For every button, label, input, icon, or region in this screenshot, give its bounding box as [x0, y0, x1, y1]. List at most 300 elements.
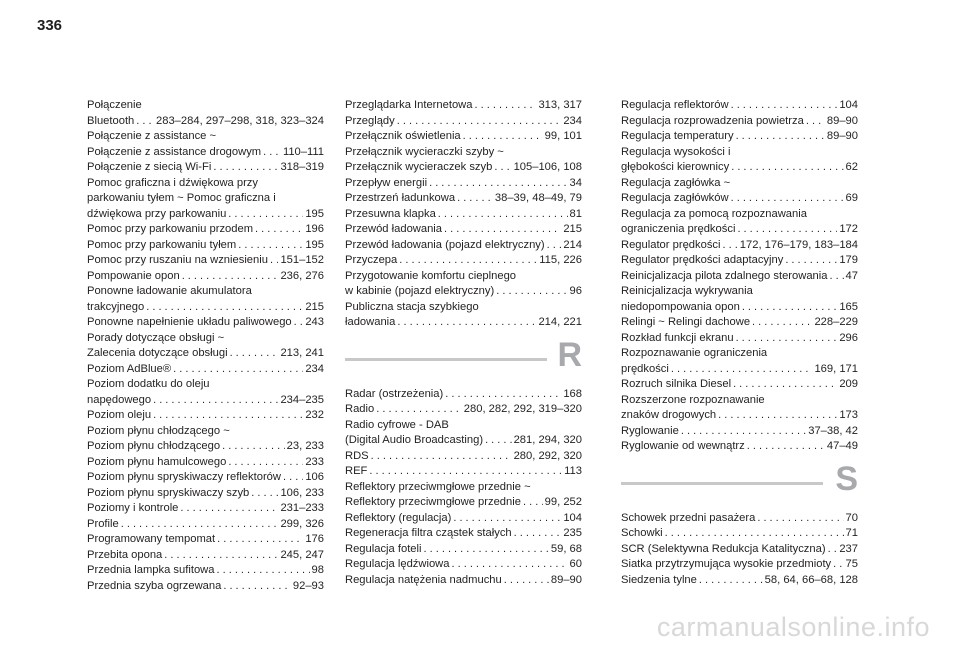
index-entry	[345, 464, 582, 480]
index-entry-pages: 280, 282, 292, 319–320	[463, 403, 582, 416]
dot-leader	[180, 501, 278, 517]
index-entry	[621, 557, 858, 573]
dot-leader	[737, 222, 837, 238]
index-entry-term: niedopompowania opon	[621, 300, 740, 313]
index-entry-pages: 179	[839, 254, 858, 267]
dot-leader	[752, 315, 812, 331]
index-entry-pages: 105–106, 108	[513, 161, 582, 174]
index-entry	[87, 346, 324, 362]
index-entry-pages: 23, 233	[286, 440, 324, 453]
dot-leader	[547, 238, 562, 254]
index-entry	[621, 114, 858, 130]
section-header	[621, 455, 858, 511]
index-entry-pages: 165	[839, 300, 858, 313]
index-entry-pages: 89–90	[826, 130, 858, 143]
index-entry	[621, 424, 858, 440]
index-entry-pages: 196	[305, 223, 324, 236]
dot-leader	[173, 362, 303, 378]
index-entry-term: Ryglowanie od wewnątrz	[621, 440, 745, 453]
index-entry-term: SCR (Selektywna Redukcja Katalityczna)	[621, 542, 826, 555]
index-entry-pages: 243	[305, 316, 324, 329]
index-entry	[87, 207, 324, 223]
index-entry	[345, 573, 582, 589]
index-entry-term: Przewód ładowania	[345, 223, 443, 236]
dot-leader	[223, 579, 291, 595]
index-entry-pages: 113	[564, 465, 582, 478]
index-entry	[621, 300, 858, 316]
dot-leader	[829, 269, 843, 285]
index-entry-pages: 233	[305, 455, 324, 468]
index-entry-pages: 234	[563, 114, 582, 127]
index-entry-term: Przełącznik oświetlenia	[345, 130, 461, 143]
index-entry	[621, 269, 858, 285]
dot-leader	[665, 526, 844, 542]
index-entry-line: Przygotowanie komfortu cieplnego	[345, 269, 517, 282]
dot-leader	[283, 470, 303, 486]
index-entry	[621, 331, 858, 347]
index-entry-term: Regulator prędkości adaptacyjny	[621, 254, 784, 267]
dot-leader	[718, 408, 837, 424]
index-entry-pages: 237	[839, 542, 858, 555]
index-entry	[621, 98, 858, 114]
index-entry-pages: 232	[305, 409, 324, 422]
index-entry-pages: 106, 233	[280, 486, 324, 499]
index-entry-pages: 69	[845, 192, 858, 205]
section-letter: S	[835, 459, 858, 498]
index-entry-pages: 59, 68	[550, 542, 582, 555]
index-entry	[87, 315, 324, 331]
dot-leader	[216, 563, 309, 579]
index-entry-pages: 215	[305, 300, 324, 313]
index-entry-pages: 89–90	[550, 573, 582, 586]
index-entry	[345, 253, 582, 269]
index-entry-term: Połączenie z assistance drogowym	[87, 145, 262, 158]
index-entry-term: Przełącznik wycieraczek szyb	[345, 161, 493, 174]
index-entry-pages: 172, 176–179, 183–184	[739, 238, 858, 251]
index-entry	[345, 402, 582, 418]
index-column-middle	[345, 98, 582, 588]
index-entry	[345, 160, 582, 176]
index-entry	[345, 542, 582, 558]
index-entry-pages: 169, 171	[814, 362, 858, 375]
dot-leader	[733, 377, 837, 393]
dot-leader	[747, 439, 825, 455]
dot-leader	[424, 542, 549, 558]
index-entry-pages: 283–284, 297–298, 318, 323–324	[156, 114, 324, 127]
index-entry-term: RDS	[345, 449, 369, 462]
dot-leader	[736, 331, 838, 347]
dot-leader	[504, 573, 549, 589]
index-entry-term: Przednia lampka sufitowa	[87, 564, 215, 577]
index-entry-pages: 231–233	[280, 502, 324, 515]
index-entry-line: Rozszerzone rozpoznawanie	[621, 393, 765, 406]
index-entry-pages: 38–39, 48–49, 79	[494, 192, 582, 205]
dot-leader	[136, 114, 154, 130]
index-entry-term: Przednia szyba ogrzewana	[87, 579, 222, 592]
index-entry-pages: 99, 252	[544, 496, 582, 509]
index-entry-line: Rozpoznawanie ograniczenia	[621, 347, 768, 360]
index-entry-term: Regulacja rozprowadzenia powietrza	[621, 114, 804, 127]
index-entry-line: Połączenie	[87, 99, 142, 111]
index-entry-term: Siedzenia tylne	[621, 573, 697, 586]
dot-leader	[153, 408, 303, 424]
index-entry-term: Regulacja lędźwiowa	[345, 558, 450, 571]
index-entry	[621, 315, 858, 331]
index-entry-term: Rozkład funkcji ekranu	[621, 331, 734, 344]
index-entry	[621, 526, 858, 542]
index-entry-pages: 228–229	[814, 316, 858, 329]
dot-leader	[742, 300, 838, 316]
index-entry-term: Przebita opona	[87, 548, 163, 561]
index-entry-term: Regulacja foteli	[345, 542, 422, 555]
dot-leader	[182, 269, 279, 285]
dot-leader	[496, 284, 567, 300]
index-entry	[345, 284, 582, 300]
dot-leader	[153, 393, 278, 409]
dot-leader	[445, 387, 561, 403]
section-divider	[621, 482, 823, 485]
index-entry	[345, 129, 582, 145]
index-entry-line: Regulacja zagłówka ~	[621, 176, 731, 189]
index-entry	[345, 191, 582, 207]
index-entry-line: Regulacja za pomocą rozpoznawania	[621, 207, 807, 220]
index-entry-pages: 47–49	[826, 440, 858, 453]
index-entry-term: Reflektory przeciwmgłowe przednie	[345, 496, 521, 509]
index-entry-term: Połączenie z siecią Wi-Fi	[87, 161, 212, 174]
index-entry-term: Bluetooth	[87, 114, 135, 127]
index-entry	[345, 526, 582, 542]
index-entry-term: napędowego	[87, 393, 152, 406]
dot-leader	[457, 191, 493, 207]
index-entry-term: Poziom AdBlue®	[87, 362, 172, 375]
index-entry-pages: 104	[563, 511, 582, 524]
index-entry-pages: 110–111	[282, 145, 324, 158]
index-entry	[345, 207, 582, 223]
dot-leader	[463, 129, 543, 145]
dot-leader	[444, 222, 561, 238]
index-entry-term: Zalecenia dotyczące obsługi	[87, 347, 228, 360]
index-entry-term: Schowki	[621, 527, 663, 540]
dot-leader	[806, 114, 825, 130]
index-entry	[621, 253, 858, 269]
dot-leader	[369, 464, 562, 480]
index-entry-pages: 75	[845, 558, 858, 571]
watermark-text: carmanualsonline.info	[656, 612, 930, 642]
index-entry-term: Radio	[345, 403, 375, 416]
dot-leader	[453, 511, 561, 527]
dot-leader	[723, 238, 738, 254]
index-entry	[621, 408, 858, 424]
index-entry-pages: 280, 292, 320	[513, 449, 582, 462]
index-entry-pages: 115, 226	[539, 254, 582, 267]
dot-leader	[397, 315, 536, 331]
index-entry-pages: 81	[569, 207, 582, 220]
index-entry-line: Publiczna stacja szybkiego	[345, 300, 479, 313]
index-entry	[621, 573, 858, 589]
index-column-right	[621, 98, 858, 588]
dot-leader	[828, 542, 838, 558]
index-entry-line: Przełącznik wycieraczki szyby ~	[345, 145, 504, 158]
index-entry-pages: 151–152	[280, 254, 324, 267]
index-entry-pages: 176	[305, 533, 324, 546]
dot-leader	[121, 517, 279, 533]
index-entry	[87, 114, 324, 130]
dot-leader	[514, 526, 562, 542]
index-entry-pages: 70	[845, 511, 858, 524]
index-entry	[87, 486, 324, 502]
dot-leader	[438, 207, 568, 223]
dot-leader	[833, 557, 843, 573]
index-entry-term: Radar (ostrzeżenia)	[345, 387, 444, 400]
dot-leader	[451, 557, 567, 573]
index-entry-term: Przesuwna klapka	[345, 207, 436, 220]
index-entry-pages: 213, 241	[280, 347, 324, 360]
index-entry-term: ładowania	[345, 316, 396, 329]
index-entry-pages: 47	[845, 269, 858, 282]
dot-leader	[371, 449, 512, 465]
index-entry-term: Regulacja natężenia nadmuchu	[345, 573, 502, 586]
dot-leader	[294, 315, 304, 331]
index-entry-term: Rozruch silnika Diesel	[621, 378, 732, 391]
index-entry-pages: 106	[305, 471, 324, 484]
index-entry	[345, 557, 582, 573]
index-entry-pages: 58, 64, 66–68, 128	[764, 573, 858, 586]
index-entry-term: Przewód ładowania (pojazd elektryczny)	[345, 238, 545, 251]
dot-leader	[681, 424, 806, 440]
dot-leader	[255, 222, 303, 238]
index-entry-pages: 313, 317	[538, 99, 582, 111]
index-entry	[345, 98, 582, 114]
index-entry-term: Przestrzeń ładunkowa	[345, 192, 456, 205]
dot-leader	[238, 238, 303, 254]
index-entry	[621, 129, 858, 145]
index-entry-line: Regulacja wysokości i	[621, 145, 731, 158]
index-entry-term: Pomoc przy parkowaniu tyłem	[87, 238, 237, 251]
dot-leader	[213, 160, 278, 176]
index-entry-term: Reflektory (regulacja)	[345, 511, 452, 524]
dot-leader	[397, 114, 562, 130]
index-entry-line: Poziom płynu chłodzącego ~	[87, 424, 230, 437]
index-entry	[621, 377, 858, 393]
dot-leader	[376, 402, 462, 418]
index-entry	[87, 362, 324, 378]
index-entry-term: Poziom płynu spryskiwaczy reflektorów	[87, 471, 281, 484]
index-entry-term: Ryglowanie	[621, 424, 679, 437]
index-entry	[87, 532, 324, 548]
index-entry	[345, 114, 582, 130]
index-entry-pages: 89–90	[826, 114, 858, 127]
index-entry-pages: 195	[305, 238, 324, 251]
index-entry	[87, 393, 324, 409]
index-entry-pages: 168	[563, 387, 582, 400]
index-entry-term: Relingi ~ Relingi dachowe	[621, 316, 751, 329]
dot-leader	[699, 573, 763, 589]
index-entry-term: Regulator prędkości	[621, 238, 721, 251]
index-entry-pages: 234–235	[280, 393, 324, 406]
index-entry-term: Siatka przytrzymująca wysokie przedmioty	[621, 558, 832, 571]
index-entry-term: Profile	[87, 517, 119, 530]
index-entry-term: Przeglądy	[345, 114, 395, 127]
dot-leader	[222, 439, 285, 455]
dot-leader	[757, 511, 843, 527]
index-entry-term: Schowek przedni pasażera	[621, 511, 756, 524]
index-entry	[87, 160, 324, 176]
dot-leader	[785, 253, 837, 269]
index-entry	[87, 517, 324, 533]
index-entry-pages: 214, 221	[538, 316, 582, 329]
index-entry	[87, 439, 324, 455]
index-entry-line: Porady dotyczące obsługi ~	[87, 331, 225, 344]
dot-leader	[429, 176, 567, 192]
index-entry-pages: 96	[569, 285, 582, 298]
index-entry	[87, 548, 324, 564]
index-entry-term: Reinicjalizacja pilota zdalnego sterowania	[621, 269, 828, 282]
index-entry-term: Poziom płynu spryskiwaczy szyb	[87, 486, 250, 499]
dot-leader	[164, 548, 278, 564]
index-entry	[621, 439, 858, 455]
index-entry-pages: 71	[845, 527, 858, 540]
index-entry	[621, 542, 858, 558]
dot-leader	[263, 145, 281, 161]
index-entry	[87, 408, 324, 424]
dot-leader	[671, 362, 813, 378]
index-entry-pages: 99, 101	[544, 130, 582, 143]
index-entry-term: Regulacja zagłówków	[621, 192, 729, 205]
index-entry-term: Programowany tempomat	[87, 533, 216, 546]
index-entry	[621, 222, 858, 238]
index-entry-pages: 209	[839, 378, 858, 391]
index-entry-pages: 195	[305, 207, 324, 220]
index-entry-pages: 92–93	[292, 579, 324, 592]
index-entry-term: Regulacja reflektorów	[621, 99, 729, 111]
index-entry-term: dźwiękowa przy parkowaniu	[87, 207, 227, 220]
index-entry-pages: 318–319	[280, 161, 324, 174]
index-entry-term: Pompowanie opon	[87, 269, 180, 282]
index-entry	[87, 470, 324, 486]
index-entry	[621, 238, 858, 254]
index-entry-term: Regeneracja filtra cząstek stałych	[345, 527, 512, 540]
index-entry-line: Połączenie z assistance ~	[87, 130, 217, 143]
dot-leader	[228, 207, 303, 223]
index-entry-pages: 215	[563, 223, 582, 236]
index-entry	[87, 145, 324, 161]
index-entry-pages: 172	[839, 223, 858, 236]
index-entry	[87, 501, 324, 517]
index-entry-term: Poziomy i kontrole	[87, 502, 179, 515]
index-entry-term: REF	[345, 465, 368, 478]
index-entry-line: Radio cyfrowe - DAB	[345, 418, 449, 431]
index-entry	[345, 495, 582, 511]
page-number: 336	[37, 17, 63, 34]
index-entry-term: ograniczenia prędkości	[621, 223, 736, 236]
index-entry	[345, 433, 582, 449]
index-entry	[87, 579, 324, 595]
index-entry-pages: 299, 326	[280, 517, 324, 530]
section-header	[345, 331, 582, 387]
index-entry	[345, 511, 582, 527]
index-entry-term: Poziom płynu hamulcowego	[87, 455, 227, 468]
index-entry	[87, 253, 324, 269]
index-entry-pages: 236, 276	[280, 269, 324, 282]
index-entry-term: Przyczepa	[345, 254, 398, 267]
dot-leader	[485, 433, 512, 449]
index-entry-pages: 62	[845, 161, 858, 174]
index-entry	[87, 222, 324, 238]
dot-leader	[146, 300, 303, 316]
index-entry-pages: 37–38, 42	[808, 424, 858, 437]
index-entry	[621, 362, 858, 378]
index-entry	[87, 455, 324, 471]
dot-leader	[230, 346, 279, 362]
index-entry	[621, 160, 858, 176]
index-entry-term: Poziom oleju	[87, 409, 152, 422]
index-entry	[621, 511, 858, 527]
index-entry-pages: 281, 294, 320	[513, 434, 582, 447]
index-entry-pages: 98	[311, 564, 324, 577]
index-entry-line: Ponowne ładowanie akumulatora	[87, 285, 252, 298]
index-entry	[345, 176, 582, 192]
index-entry-line: Reinicjalizacja wykrywania	[621, 285, 753, 298]
index-entry-term: (Digital Audio Broadcasting)	[345, 434, 484, 447]
index-entry-term: Ponowne napełnienie układu paliwowego	[87, 316, 292, 329]
dot-leader	[251, 486, 278, 502]
index-entry-term: prędkości	[621, 362, 669, 375]
index-entry-line: Reflektory przeciwmgłowe przednie ~	[345, 480, 531, 493]
dot-leader	[731, 98, 838, 114]
dot-leader	[736, 129, 825, 145]
index-entry-line: Poziom dodatku do oleju	[87, 378, 210, 391]
dot-leader	[399, 253, 537, 269]
index-entry-line: Pomoc graficzna i dźwiękowa przy	[87, 176, 258, 189]
index-entry-term: w kabinie (pojazd elektryczny)	[345, 285, 495, 298]
index-entry-term: trakcyjnego	[87, 300, 145, 313]
index-entry-term: znaków drogowych	[621, 409, 717, 422]
index-entry-term: Przeglądarka Internetowa	[345, 99, 473, 111]
index-entry-pages: 104	[839, 99, 858, 111]
dot-leader	[731, 191, 844, 207]
dot-leader	[523, 495, 543, 511]
index-entry-term: Poziom płynu chłodzącego	[87, 440, 221, 453]
index-entry-term: Przepływ energii	[345, 176, 428, 189]
index-entry-pages: 173	[839, 409, 858, 422]
index-entry	[621, 191, 858, 207]
index-entry	[345, 222, 582, 238]
dot-leader	[731, 160, 843, 176]
dot-leader	[228, 455, 303, 471]
section-divider	[345, 358, 547, 361]
section-letter: R	[557, 335, 582, 374]
index-entry	[87, 269, 324, 285]
index-entry-term: Regulacja temperatury	[621, 130, 734, 143]
index-entry-pages: 34	[569, 176, 582, 189]
index-entry	[345, 387, 582, 403]
index-entry-pages: 60	[569, 558, 582, 571]
index-entry-pages: 234	[305, 362, 324, 375]
dot-leader	[475, 98, 537, 114]
index-entry-pages: 245, 247	[280, 548, 324, 561]
index-entry-line: parkowaniu tyłem ~ Pomoc graficzna i	[87, 192, 276, 205]
dot-leader	[270, 253, 278, 269]
index-entry-term: Pomoc przy ruszaniu na wzniesieniu	[87, 254, 268, 267]
index-entry	[87, 563, 324, 579]
index-entry	[345, 449, 582, 465]
index-entry-pages: 214	[563, 238, 582, 251]
index-entry	[87, 300, 324, 316]
index-entry-pages: 235	[563, 527, 582, 540]
index-column-left	[87, 98, 324, 595]
index-entry	[345, 315, 582, 331]
dot-leader	[217, 532, 303, 548]
